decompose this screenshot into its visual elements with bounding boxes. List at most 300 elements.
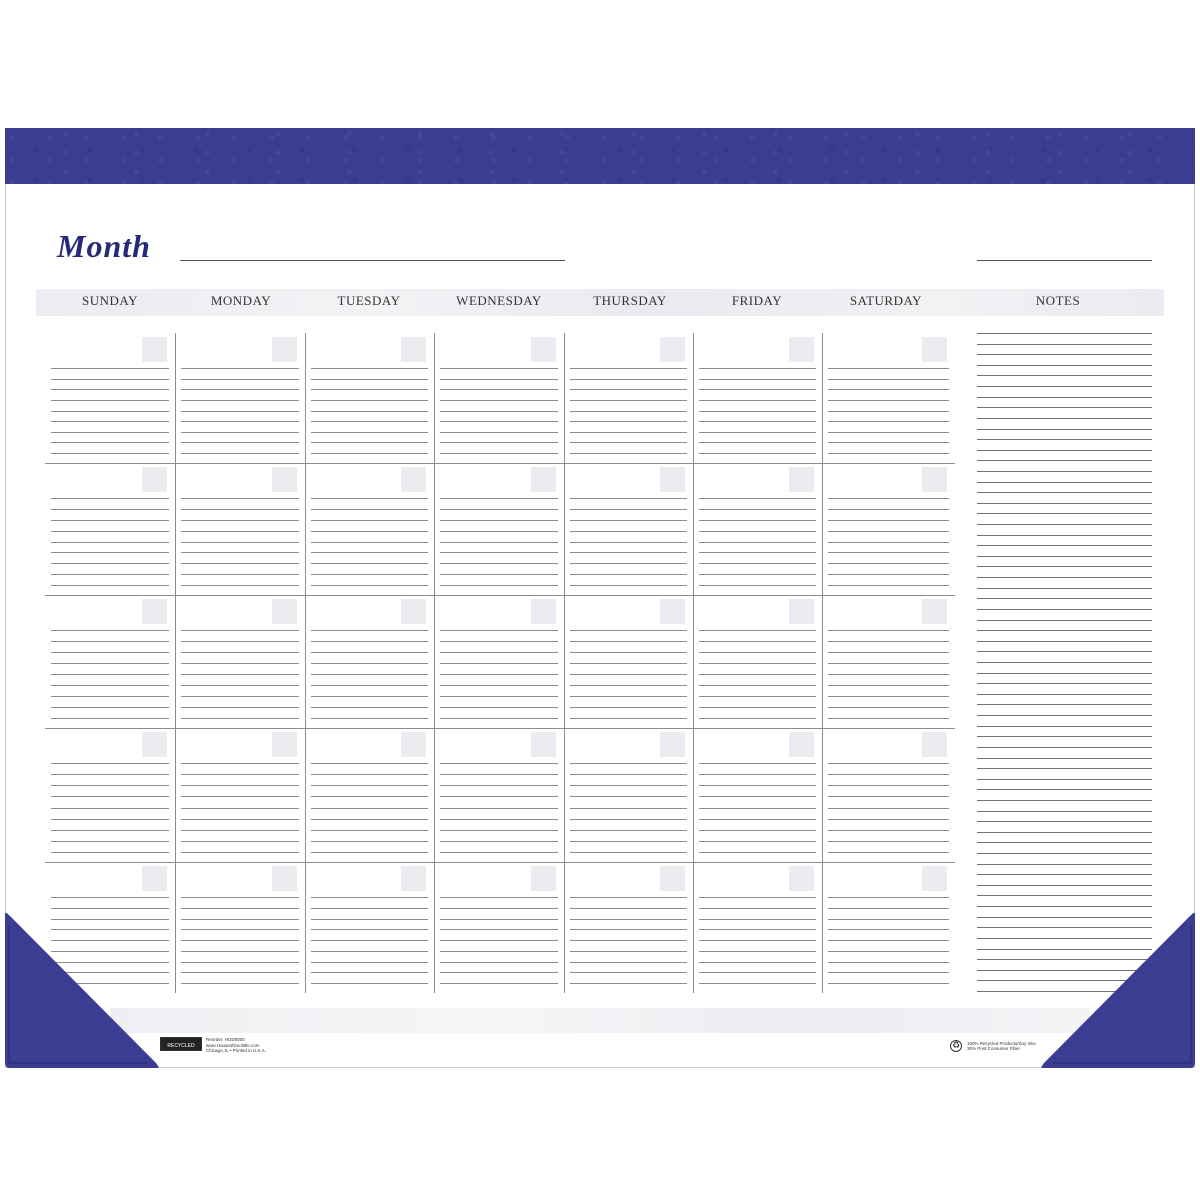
writing-line (570, 972, 687, 973)
writing-line (828, 897, 949, 898)
writing-line (51, 368, 169, 369)
writing-line (311, 542, 428, 543)
notes-line (977, 885, 1152, 886)
notes-line (977, 609, 1152, 610)
day-cell[interactable] (822, 595, 955, 728)
writing-line (311, 520, 428, 521)
writing-line (570, 542, 687, 543)
writing-line (699, 685, 816, 686)
writing-line (828, 400, 949, 401)
writing-line (828, 808, 949, 809)
writing-line (51, 389, 169, 390)
writing-line (311, 389, 428, 390)
column-divider (564, 333, 565, 993)
writing-line (181, 763, 299, 764)
writing-line (699, 563, 816, 564)
writing-line (51, 498, 169, 499)
writing-line (699, 796, 816, 797)
writing-line (51, 552, 169, 553)
day-cell[interactable] (564, 333, 693, 463)
writing-line (699, 897, 816, 898)
day-cell[interactable] (822, 862, 955, 993)
writing-line (311, 379, 428, 380)
writing-line (51, 531, 169, 532)
day-cell[interactable] (564, 728, 693, 862)
writing-line (440, 852, 558, 853)
writing-line (51, 696, 169, 697)
notes-line (977, 439, 1152, 440)
writing-line (311, 808, 428, 809)
day-cell[interactable] (305, 728, 434, 862)
writing-line (181, 785, 299, 786)
notes-line (977, 906, 1152, 907)
writing-line (440, 574, 558, 575)
notes-line (977, 726, 1152, 727)
writing-line (311, 453, 428, 454)
day-cell[interactable] (305, 333, 434, 463)
day-cell[interactable] (45, 728, 175, 862)
column-divider (175, 333, 176, 993)
writing-line (311, 630, 428, 631)
notes-line (977, 429, 1152, 430)
writing-line (311, 574, 428, 575)
notes-line (977, 471, 1152, 472)
writing-line (570, 411, 687, 412)
date-number-box (401, 866, 426, 891)
notes-line (977, 503, 1152, 504)
writing-line (440, 908, 558, 909)
date-number-box (531, 337, 556, 362)
writing-line (828, 785, 949, 786)
writing-line (699, 852, 816, 853)
writing-line (181, 509, 299, 510)
small-print-line: Reorder: HOD0000 (206, 1037, 245, 1042)
writing-line (440, 707, 558, 708)
writing-line (440, 940, 558, 941)
writing-line (570, 785, 687, 786)
writing-line (440, 453, 558, 454)
writing-line (570, 574, 687, 575)
writing-line (828, 852, 949, 853)
notes-line (977, 715, 1152, 716)
date-number-box (660, 599, 685, 624)
writing-line (181, 951, 299, 952)
notes-line (977, 662, 1152, 663)
writing-line (828, 432, 949, 433)
writing-line (51, 432, 169, 433)
writing-line (699, 696, 816, 697)
writing-line (570, 368, 687, 369)
day-cell[interactable] (434, 463, 564, 595)
date-number-box (922, 866, 947, 891)
notes-line (977, 375, 1152, 376)
writing-line (440, 368, 558, 369)
writing-line (828, 379, 949, 380)
date-number-box (660, 866, 685, 891)
writing-line (570, 763, 687, 764)
writing-line (440, 819, 558, 820)
day-cell[interactable] (434, 728, 564, 862)
date-number-box (922, 337, 947, 362)
writing-line (181, 531, 299, 532)
writing-line (699, 630, 816, 631)
writing-line (699, 585, 816, 586)
writing-line (181, 674, 299, 675)
day-cell[interactable] (175, 595, 305, 728)
day-cell[interactable] (822, 333, 955, 463)
writing-line (440, 421, 558, 422)
writing-line (440, 674, 558, 675)
writing-line (699, 919, 816, 920)
writing-line (440, 652, 558, 653)
writing-line (570, 531, 687, 532)
writing-line (181, 718, 299, 719)
writing-line (51, 652, 169, 653)
writing-line (51, 411, 169, 412)
date-number-box (142, 866, 167, 891)
writing-line (828, 641, 949, 642)
writing-line (699, 819, 816, 820)
day-label-saturday: SATURDAY (849, 293, 923, 308)
day-cell[interactable] (693, 728, 822, 862)
writing-line (828, 630, 949, 631)
date-number-box (272, 599, 297, 624)
notes-line (977, 641, 1152, 642)
writing-line (311, 962, 428, 963)
day-cell[interactable] (693, 595, 822, 728)
writing-line (51, 563, 169, 564)
column-divider (305, 333, 306, 993)
notes-line (977, 407, 1152, 408)
writing-line (828, 411, 949, 412)
writing-line (570, 707, 687, 708)
writing-line (311, 897, 428, 898)
date-number-box (531, 599, 556, 624)
writing-line (51, 908, 169, 909)
writing-line (828, 819, 949, 820)
writing-line (570, 962, 687, 963)
day-cell[interactable] (305, 595, 434, 728)
writing-line (440, 785, 558, 786)
writing-line (570, 983, 687, 984)
date-number-box (789, 732, 814, 757)
writing-line (51, 707, 169, 708)
recycled-content-info (967, 1041, 1036, 1052)
writing-line (828, 552, 949, 553)
date-number-box (660, 732, 685, 757)
writing-line (828, 674, 949, 675)
notes-line (977, 811, 1152, 812)
notes-line (977, 524, 1152, 525)
writing-line (51, 442, 169, 443)
writing-line (311, 421, 428, 422)
writing-line (311, 718, 428, 719)
writing-line (570, 674, 687, 675)
writing-line (181, 542, 299, 543)
date-number-box (272, 337, 297, 362)
writing-line (181, 929, 299, 930)
writing-line (311, 563, 428, 564)
day-cell[interactable] (175, 862, 305, 993)
day-cell[interactable] (434, 862, 564, 993)
writing-line (828, 796, 949, 797)
writing-line (570, 652, 687, 653)
date-number-box (660, 337, 685, 362)
notes-line (977, 535, 1152, 536)
notes-line (977, 566, 1152, 567)
writing-line (699, 718, 816, 719)
day-cell[interactable] (693, 862, 822, 993)
writing-line (181, 552, 299, 553)
writing-line (181, 421, 299, 422)
writing-line (311, 785, 428, 786)
writing-line (311, 696, 428, 697)
writing-line (828, 962, 949, 963)
date-number-box (272, 866, 297, 891)
day-cell[interactable] (564, 463, 693, 595)
writing-line (570, 432, 687, 433)
writing-line (570, 498, 687, 499)
writing-line (311, 929, 428, 930)
writing-line (440, 520, 558, 521)
writing-line (51, 785, 169, 786)
writing-line (181, 630, 299, 631)
footer-band (110, 1008, 1090, 1033)
writing-line (570, 774, 687, 775)
writing-line (699, 674, 816, 675)
notes-line (977, 683, 1152, 684)
writing-line (311, 641, 428, 642)
writing-line (440, 542, 558, 543)
writing-line (570, 718, 687, 719)
writing-line (699, 509, 816, 510)
writing-line (828, 368, 949, 369)
writing-line (828, 652, 949, 653)
writing-line (699, 707, 816, 708)
writing-line (570, 663, 687, 664)
writing-line (699, 830, 816, 831)
recycle-icon: ♻ (951, 1041, 961, 1051)
writing-line (181, 908, 299, 909)
date-number-box (142, 599, 167, 624)
writing-line (699, 841, 816, 842)
writing-line (51, 774, 169, 775)
date-number-box (922, 599, 947, 624)
writing-line (51, 808, 169, 809)
writing-line (828, 563, 949, 564)
writing-line (311, 400, 428, 401)
writing-line (699, 763, 816, 764)
writing-line (51, 400, 169, 401)
date-number-box (142, 732, 167, 757)
writing-line (440, 563, 558, 564)
notes-line (977, 895, 1152, 896)
writing-line (699, 940, 816, 941)
day-cell[interactable] (175, 463, 305, 595)
date-number-box (401, 467, 426, 492)
notes-line (977, 365, 1152, 366)
day-cell[interactable] (564, 862, 693, 993)
writing-line (181, 841, 299, 842)
writing-line (51, 897, 169, 898)
writing-line (181, 663, 299, 664)
writing-line (311, 663, 428, 664)
writing-line (440, 685, 558, 686)
writing-line (570, 389, 687, 390)
writing-line (51, 379, 169, 380)
year-write-line (977, 260, 1152, 261)
writing-line (570, 379, 687, 380)
writing-line (181, 368, 299, 369)
writing-line (311, 707, 428, 708)
notes-line (977, 386, 1152, 387)
notes-line (977, 450, 1152, 451)
notes-line (977, 736, 1152, 737)
writing-line (51, 421, 169, 422)
writing-line (311, 919, 428, 920)
writing-line (828, 663, 949, 664)
day-cell[interactable] (175, 333, 305, 463)
writing-line (699, 379, 816, 380)
writing-line (828, 531, 949, 532)
writing-line (311, 685, 428, 686)
notes-line (977, 418, 1152, 419)
writing-line (440, 696, 558, 697)
day-cell[interactable] (434, 333, 564, 463)
day-label-wednesday: WEDNESDAY (456, 293, 542, 308)
writing-line (51, 763, 169, 764)
day-cell[interactable] (45, 333, 175, 463)
writing-line (311, 852, 428, 853)
notes-line (977, 768, 1152, 769)
writing-line (828, 908, 949, 909)
day-cell[interactable] (822, 728, 955, 862)
writing-line (440, 379, 558, 380)
writing-line (828, 718, 949, 719)
writing-line (311, 585, 428, 586)
notes-line (977, 800, 1152, 801)
writing-line (828, 389, 949, 390)
writing-line (828, 919, 949, 920)
writing-line (699, 531, 816, 532)
writing-line (440, 531, 558, 532)
writing-line (570, 796, 687, 797)
writing-line (828, 442, 949, 443)
date-number-box (531, 732, 556, 757)
writing-line (699, 774, 816, 775)
writing-line (570, 852, 687, 853)
writing-line (311, 774, 428, 775)
writing-line (440, 951, 558, 952)
writing-line (699, 411, 816, 412)
writing-line (570, 630, 687, 631)
day-cell[interactable] (305, 862, 434, 993)
date-number-box (531, 467, 556, 492)
writing-line (570, 940, 687, 941)
writing-line (440, 897, 558, 898)
writing-line (311, 972, 428, 973)
notes-label: NOTES (1035, 293, 1081, 308)
writing-line (828, 763, 949, 764)
writing-line (699, 552, 816, 553)
writing-line (440, 509, 558, 510)
writing-line (51, 574, 169, 575)
day-cell[interactable] (45, 595, 175, 728)
writing-line (311, 432, 428, 433)
day-cell[interactable] (434, 595, 564, 728)
day-label-friday: FRIDAY (731, 293, 783, 308)
writing-line (51, 852, 169, 853)
day-cell[interactable] (175, 728, 305, 862)
writing-line (440, 432, 558, 433)
writing-line (570, 951, 687, 952)
writing-line (51, 585, 169, 586)
writing-line (828, 685, 949, 686)
notes-line (977, 651, 1152, 652)
writing-line (181, 819, 299, 820)
writing-line (311, 908, 428, 909)
writing-line (181, 585, 299, 586)
day-cell[interactable] (693, 463, 822, 595)
writing-line (699, 520, 816, 521)
writing-line (570, 421, 687, 422)
day-cell[interactable] (564, 595, 693, 728)
notes-line (977, 853, 1152, 854)
notes-line (977, 821, 1152, 822)
writing-line (440, 972, 558, 973)
writing-line (311, 983, 428, 984)
notes-line (977, 673, 1152, 674)
date-number-box (922, 467, 947, 492)
writing-line (440, 630, 558, 631)
writing-line (440, 796, 558, 797)
writing-line (440, 962, 558, 963)
writing-line (311, 509, 428, 510)
day-cell[interactable] (822, 463, 955, 595)
writing-line (51, 663, 169, 664)
date-number-box (789, 866, 814, 891)
writing-line (181, 897, 299, 898)
writing-line (181, 652, 299, 653)
writing-line (570, 819, 687, 820)
writing-line (181, 379, 299, 380)
writing-line (181, 411, 299, 412)
writing-line (440, 641, 558, 642)
writing-line (181, 962, 299, 963)
writing-line (440, 718, 558, 719)
writing-line (440, 774, 558, 775)
notes-line (977, 758, 1152, 759)
header-band (5, 128, 1195, 184)
notes-line (977, 832, 1152, 833)
day-cell[interactable] (693, 333, 822, 463)
writing-line (828, 574, 949, 575)
writing-line (828, 585, 949, 586)
day-cell[interactable] (305, 463, 434, 595)
writing-line (699, 962, 816, 963)
writing-line (311, 442, 428, 443)
day-cell[interactable] (45, 463, 175, 595)
writing-line (828, 509, 949, 510)
writing-line (828, 707, 949, 708)
writing-line (311, 841, 428, 842)
writing-line (440, 841, 558, 842)
day-label-monday: MONDAY (210, 293, 272, 308)
date-number-box (401, 599, 426, 624)
writing-line (699, 663, 816, 664)
writing-line (828, 929, 949, 930)
writing-line (311, 411, 428, 412)
